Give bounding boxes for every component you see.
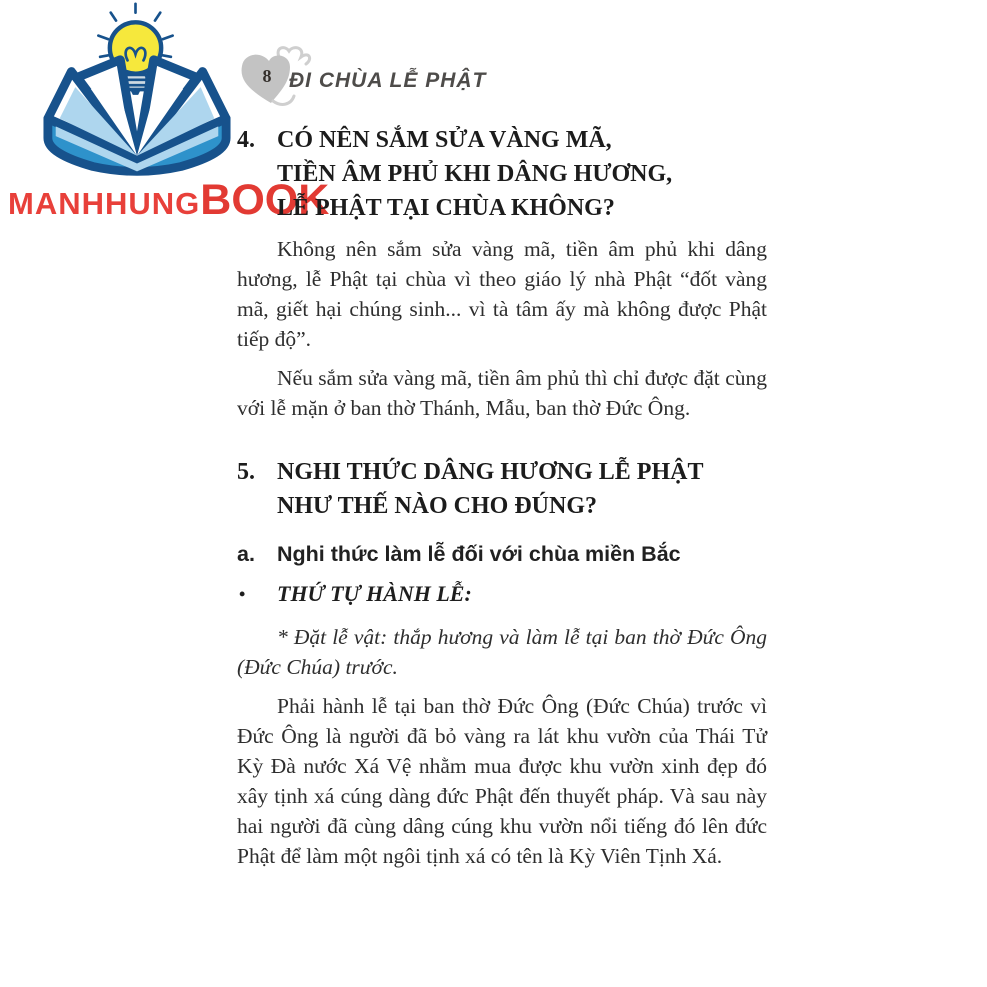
open-book-icon: [33, 48, 241, 190]
paragraph-no-votive-offerings: Không nên sắm sửa vàng mã, tiền âm phủ khi dâng hương, lễ Phật tại chùa vì theo giáo lý nhà Phật “đốt vàng mã, giết hại chúng sinh... vì tà tâm ấy mà không được Phật tiếp độ”.: [237, 237, 767, 351]
page-header: [237, 45, 767, 117]
brand-first-word: MANHHUNG: [8, 186, 201, 221]
asterisk-marker: *: [277, 625, 294, 649]
brand-second-word: BOOK: [200, 176, 330, 224]
section-4-heading: [237, 123, 767, 225]
bullet-text: THỨ TỰ HÀNH LỄ:: [277, 581, 472, 606]
section-5-heading: [237, 455, 767, 523]
step-paragraph-place-offerings: [237, 622, 767, 682]
page-number: 8: [262, 66, 272, 86]
bullet-icon: •: [239, 584, 246, 604]
page-content: [237, 45, 767, 871]
subsection-a-label: a.: [237, 542, 255, 566]
step-text: Đặt lễ vật: thắp hương và làm lễ tại ban thờ Đức Ông (Đức Chúa) trước.: [237, 625, 767, 679]
bullet-item-ritual-order: [237, 580, 767, 608]
chapter-title: ĐI CHÙA LỄ PHẬT: [289, 69, 487, 92]
subsection-a: [237, 540, 767, 568]
subsection-a-text: Nghi thức làm lễ đối với chùa miền Bắc: [277, 542, 681, 566]
section-4-number: 4.: [237, 127, 255, 153]
section-5-title-line: NHƯ THẾ NÀO CHO ĐÚNG?: [277, 493, 598, 519]
section-4-title-line: LỄ PHẬT TẠI CHÙA KHÔNG?: [277, 195, 615, 221]
section-5-number: 5.: [237, 459, 255, 485]
section-4-title-line: CÓ NÊN SẮM SỬA VÀNG MÃ,: [277, 127, 612, 153]
paragraph-votive-placement: Nếu sắm sửa vàng mã, tiền âm phủ thì chỉ được đặt cùng với lễ mặn ở ban thờ Thánh, Mẫu, ban thờ Đức Ông.: [237, 366, 767, 420]
paragraph-duc-ong-explanation: Phải hành lễ tại ban thờ Đức Ông (Đức Chúa) trước vì Đức Ông là người đã bỏ vàng ra lát khu vườn của Thái Tử Kỳ Đà nước Xá Vệ nhằm mua được khu vườn xinh đẹp đó xây tịnh xá cúng dàng đức Phật đến thuyết pháp. Và sau này hai người đã cùng dâng cúng khu vườn nổi tiếng đó lên đức Phật để làm một ngôi tịnh xá có tên là Kỳ Viên Tịnh Xá.: [237, 694, 767, 868]
section-4-title-line: TIỀN ÂM PHỦ KHI DÂNG HƯƠNG,: [277, 161, 673, 187]
section-5-title-line: NGHI THỨC DÂNG HƯƠNG LỄ PHẬT: [277, 459, 704, 485]
